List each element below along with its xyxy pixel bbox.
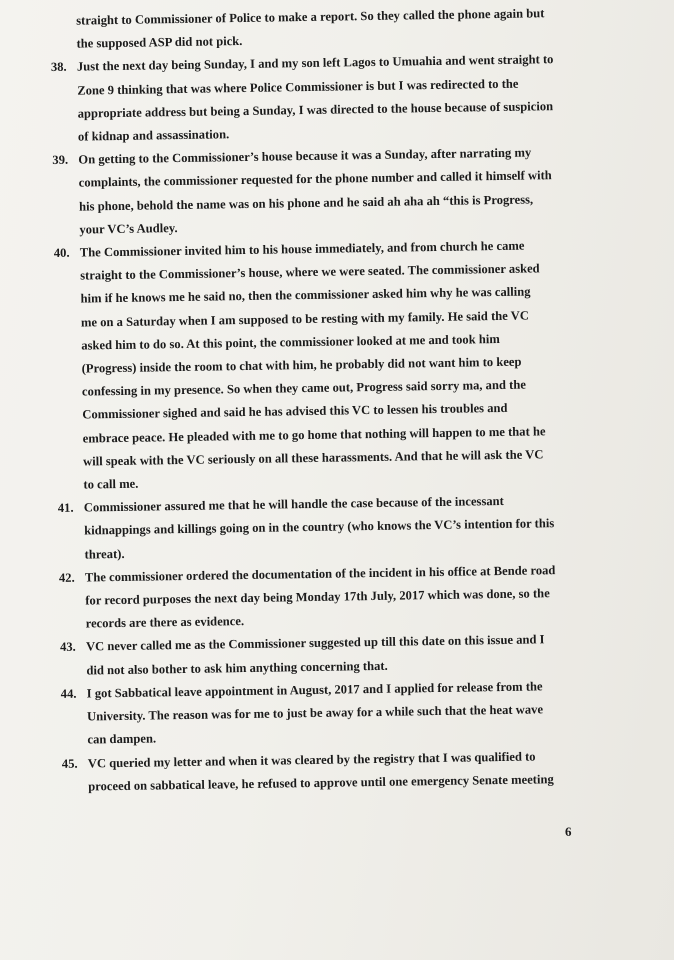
text-line: records are there as evidence. [85, 614, 245, 631]
continued-paragraph [50, 2, 576, 57]
document-body [50, 2, 587, 799]
numbered-paragraph [58, 489, 584, 567]
paragraph-text [76, 2, 576, 56]
text-line: of kidnap and assassination. [77, 127, 230, 144]
paragraph-text [88, 744, 588, 798]
numbered-paragraph [51, 48, 577, 149]
text-line: can dampen. [87, 731, 157, 747]
text-line: threat). [84, 546, 125, 562]
text-line: did not also bother to ask him anything concerning that. [86, 658, 388, 678]
text-line: the supposed ASP did not pick. [76, 34, 243, 51]
page-number: 6 [565, 824, 572, 839]
text-line: your VC’s Audley. [79, 220, 178, 237]
paragraph-number: 44. [60, 686, 77, 701]
paragraph-text [84, 489, 584, 566]
text-line: me on a Saturday when I am supposed to be resting with my family. He said the VC [80, 308, 530, 330]
text-line: asked him to do so. At this point, the commissioner looked at me and took him [81, 331, 500, 353]
text-line: straight to Commissioner of Police to make a report. So they called the phone again but [76, 6, 545, 28]
text-line: him if he knows me he said no, then the commissioner asked him why he was calling [80, 284, 531, 306]
numbered-paragraph [59, 559, 585, 637]
paragraph-text [78, 141, 578, 242]
paragraph-text [77, 48, 577, 149]
numbered-paragraph [54, 234, 583, 497]
paragraph-number: 39. [52, 152, 69, 168]
paragraph-number: 41. [57, 500, 74, 516]
text-line: Commissioner assured me that he will handle the case because of the incessant [83, 494, 504, 515]
paragraph-number: 45. [61, 756, 78, 771]
text-line: I got Sabbatical leave appointment in August, 2017 and I applied for release from the [86, 679, 543, 701]
numbered-paragraph [61, 675, 587, 753]
paragraph-text [87, 675, 587, 752]
paragraph-text [85, 559, 585, 636]
paragraph-number: 38. [50, 60, 67, 75]
numbered-paragraph [60, 628, 586, 683]
text-line: will speak with the VC seriously on all these harassments. And that he will ask the VC [82, 447, 544, 469]
numbered-paragraph [62, 744, 588, 799]
text-line: Just the next day being Sunday, I and my son left Lagos to Umuahia and went straight to [76, 52, 554, 74]
text-line: to call me. [83, 476, 139, 492]
text-line: confessing in my presence. So when they came out, Progress said sorry ma, and the [81, 377, 526, 399]
paragraph-number: 42. [58, 570, 75, 585]
text-line: On getting to the Commissioner’s house because it was a Sunday, after narrating my [78, 145, 532, 167]
text-line: The Commissioner invited him to his house immediately, and from church he came [79, 238, 525, 260]
text-line: kidnappings and killings going on in the country (who knows the VC’s intention for this [84, 516, 555, 538]
text-line: straight to the Commissioner’s house, where we were seated. The commissioner asked [80, 261, 540, 283]
paragraph-text [80, 234, 583, 497]
text-line: VC never called me as the Commissioner suggested up till this date on this issue and I [85, 632, 545, 654]
text-line: Commissioner sighed and said he has advised this VC to lessen his troubles and [82, 401, 508, 422]
text-line: (Progress) inside the room to chat with him, he probably did not want him to keep [81, 354, 522, 376]
text-line: proceed on sabbatical leave, he refused to approve until one emergency Senate meeting [88, 771, 554, 794]
paragraph-number: 43. [59, 640, 76, 655]
text-line: University. The reason was for me to just be away for a while such that the heat wave [86, 702, 544, 724]
text-line: Zone 9 thinking that was where Police Commissioner is but I was redirected to the [77, 76, 519, 98]
text-line: appropriate address but being a Sunday, I was directed to the house because of suspicion [77, 98, 554, 121]
text-line: VC queried my letter and when it was cleared by the registry that I was qualified to [87, 748, 536, 770]
paragraph-number: 40. [53, 245, 70, 261]
text-line: for record purposes the next day being Monday 17th July, 2017 which was done, so the [85, 586, 550, 608]
text-line: his phone, behold the name was on his phone and he said ah aha ah “this is Progress, [78, 192, 534, 214]
text-line: The commissioner ordered the documentation of the incident in his office at Bende road [84, 563, 556, 585]
text-line: embrace peace. He pleaded with me to go home that nothing will happen to me that he [82, 423, 546, 446]
paragraph-text [86, 628, 586, 682]
text-line: complaints, the commissioner requested for the phone number and called it himself with [78, 168, 552, 190]
numbered-paragraph [52, 141, 578, 242]
